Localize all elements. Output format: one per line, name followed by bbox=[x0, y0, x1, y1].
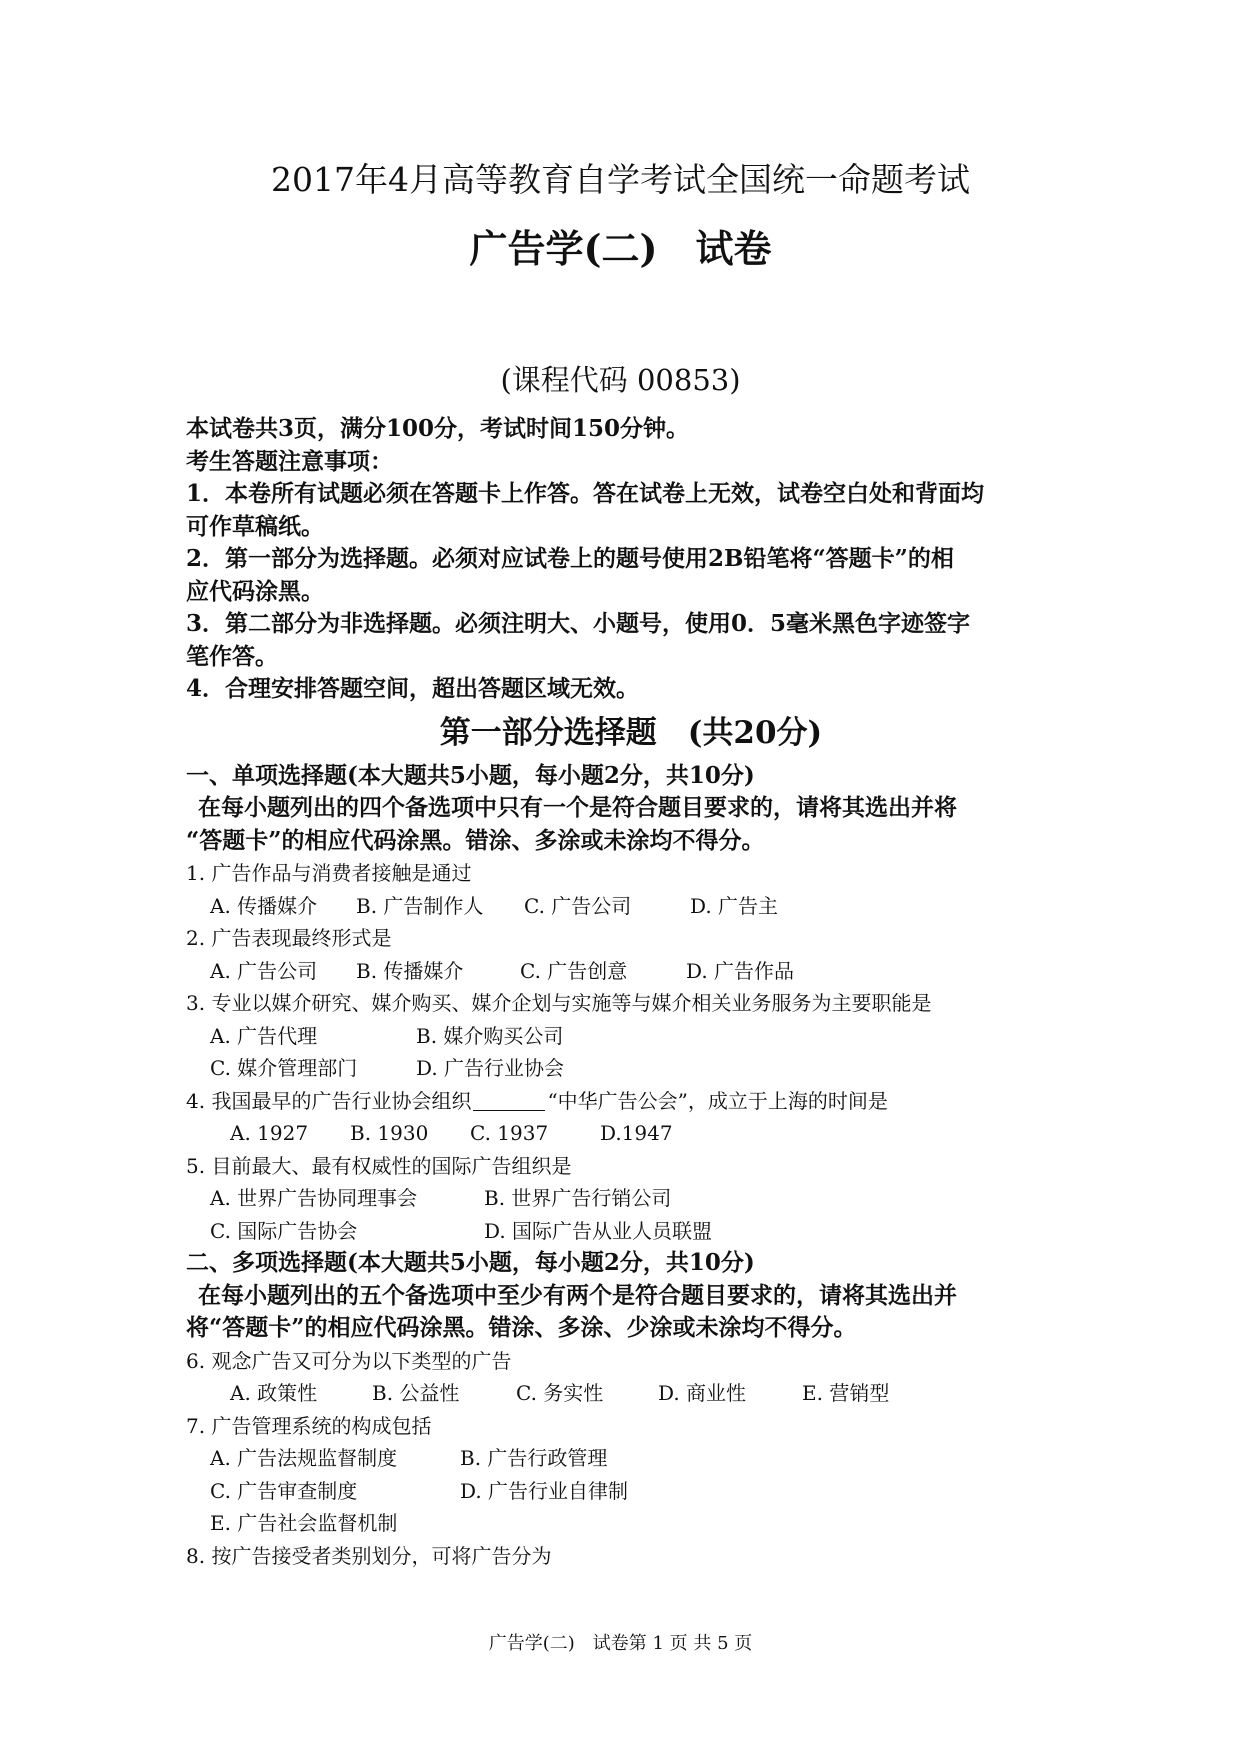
option-row bbox=[186, 955, 1076, 988]
option: D. 广告主 bbox=[690, 893, 779, 918]
option: B. 广告制作人 bbox=[356, 893, 484, 918]
question-stem bbox=[186, 1085, 1076, 1118]
single-choice-heading: 一、单项选择题(本大题共5小题，每小题2分，共10分) bbox=[186, 761, 755, 789]
option-row bbox=[186, 1020, 1076, 1053]
option: B. 1930 bbox=[350, 1121, 429, 1145]
option: C. 1937 bbox=[470, 1121, 549, 1145]
option: A. 世界广告协同理事会 bbox=[210, 1186, 418, 1210]
notes-heading: 考生答题注意事项： bbox=[186, 447, 393, 475]
multiple-choice-instruction: 将“答题卡”的相应代码涂黑。错涂、多涂、少涂或未涂均不得分。 bbox=[186, 1314, 857, 1341]
question-stem-part: 4. 我国最早的广告行业协会组织 bbox=[186, 1088, 472, 1113]
question-stem: 5. 目前最大、最有权威性的国际广告组织是 bbox=[186, 1153, 572, 1178]
option: C. 务实性 bbox=[516, 1381, 604, 1405]
single-choice-instruction: 在每小题列出的四个备选项中只有一个是符合题目要求的，请将其选出并将 bbox=[198, 794, 957, 821]
option: B. 公益性 bbox=[372, 1381, 460, 1405]
option: C. 媒介管理部门 bbox=[210, 1056, 358, 1080]
note-item: 1．本卷所有试题必须在答题卡上作答。答在试卷上无效，试卷空白处和背面均 bbox=[186, 480, 985, 507]
option-row bbox=[186, 1052, 1076, 1085]
option: D. 广告行业自律制 bbox=[460, 1478, 629, 1503]
option-row bbox=[186, 890, 1076, 923]
note-item: 可作草稿纸。 bbox=[186, 512, 324, 540]
option: A. 政策性 bbox=[230, 1381, 318, 1405]
option-row bbox=[186, 1475, 1076, 1508]
option: D. 商业性 bbox=[658, 1381, 747, 1405]
option: B. 广告行政管理 bbox=[460, 1446, 608, 1470]
multiple-choice-heading: 二、多项选择题(本大题共5小题，每小题2分，共10分) bbox=[186, 1249, 755, 1276]
question-stem: 6. 观念广告又可分为以下类型的广告 bbox=[186, 1348, 512, 1373]
option: D.1947 bbox=[600, 1121, 673, 1145]
note-item: 应代码涂黑。 bbox=[186, 577, 324, 605]
exam-title: 2017年4月高等教育自学考试全国统一命题考试 bbox=[271, 160, 970, 199]
question-stem: 2. 广告表现最终形式是 bbox=[186, 926, 392, 950]
option: C. 广告创意 bbox=[520, 958, 628, 983]
option: C. 国际广告协会 bbox=[210, 1218, 358, 1243]
option: A. 传播媒介 bbox=[210, 893, 318, 918]
exam-subtitle: 广告学(二) 试卷 bbox=[469, 226, 772, 271]
part1-title: 第一部分选择题 (共20分) bbox=[439, 714, 823, 751]
option-row bbox=[186, 1377, 1076, 1410]
option: C. 广告公司 bbox=[524, 893, 632, 918]
note-item: 2．第一部分为选择题。必须对应试卷上的题号使用2B铅笔将“答题卡”的相 bbox=[186, 545, 954, 572]
option: E. 营销型 bbox=[802, 1381, 890, 1405]
page-footer: 广告学(二) 试卷第 1 页 共 5 页 bbox=[488, 1633, 753, 1654]
option: D. 广告行业协会 bbox=[416, 1056, 565, 1080]
single-choice-instruction: “答题卡”的相应代码涂黑。错涂、多涂或未涂均不得分。 bbox=[186, 826, 765, 854]
option-row bbox=[186, 1442, 1076, 1475]
option-row bbox=[186, 1215, 1076, 1248]
question-stem: 7. 广告管理系统的构成包括 bbox=[186, 1413, 432, 1438]
option-row bbox=[186, 1507, 1076, 1540]
option: D. 国际广告从业人员联盟 bbox=[484, 1218, 713, 1243]
option: A. 广告公司 bbox=[210, 958, 318, 983]
option: B. 传播媒介 bbox=[356, 958, 464, 983]
option-row bbox=[186, 1117, 1076, 1150]
question-stem: 8. 按广告接受者类别划分，可将广告分为 bbox=[186, 1543, 552, 1568]
option: A. 广告代理 bbox=[210, 1023, 318, 1048]
option: A. 1927 bbox=[230, 1121, 309, 1145]
multiple-choice-instruction: 在每小题列出的五个备选项中至少有两个是符合题目要求的，请将其选出并 bbox=[198, 1281, 957, 1309]
option: C. 广告审查制度 bbox=[210, 1478, 358, 1503]
course-code: (课程代码 00853) bbox=[500, 363, 741, 397]
question-stem: 3. 专业以媒介研究、媒介购买、媒介企划与实施等与媒介相关业务服务为主要职能是 bbox=[186, 991, 932, 1015]
note-item: 4．合理安排答题空间，超出答题区域无效。 bbox=[186, 675, 640, 702]
option: E. 广告社会监督机制 bbox=[210, 1511, 398, 1535]
option: B. 世界广告行销公司 bbox=[484, 1186, 672, 1210]
option: D. 广告作品 bbox=[686, 958, 795, 983]
fill-blank bbox=[473, 1090, 545, 1111]
option-row bbox=[186, 1182, 1076, 1215]
note-item: 笔作答。 bbox=[186, 642, 278, 670]
exam-summary: 本试卷共3页，满分100分，考试时间150分钟。 bbox=[186, 415, 690, 442]
question-stem-part: “中华广告公会”，成立于上海的时间是 bbox=[547, 1088, 888, 1113]
option: A. 广告法规监督制度 bbox=[210, 1446, 398, 1470]
question-stem: 1. 广告作品与消费者接触是通过 bbox=[186, 861, 472, 885]
option: B. 媒介购买公司 bbox=[416, 1023, 564, 1048]
exam-content bbox=[186, 413, 1076, 1572]
note-item: 3．第二部分为非选择题。必须注明大、小题号，使用0．5毫米黑色字迹签字 bbox=[186, 610, 971, 637]
